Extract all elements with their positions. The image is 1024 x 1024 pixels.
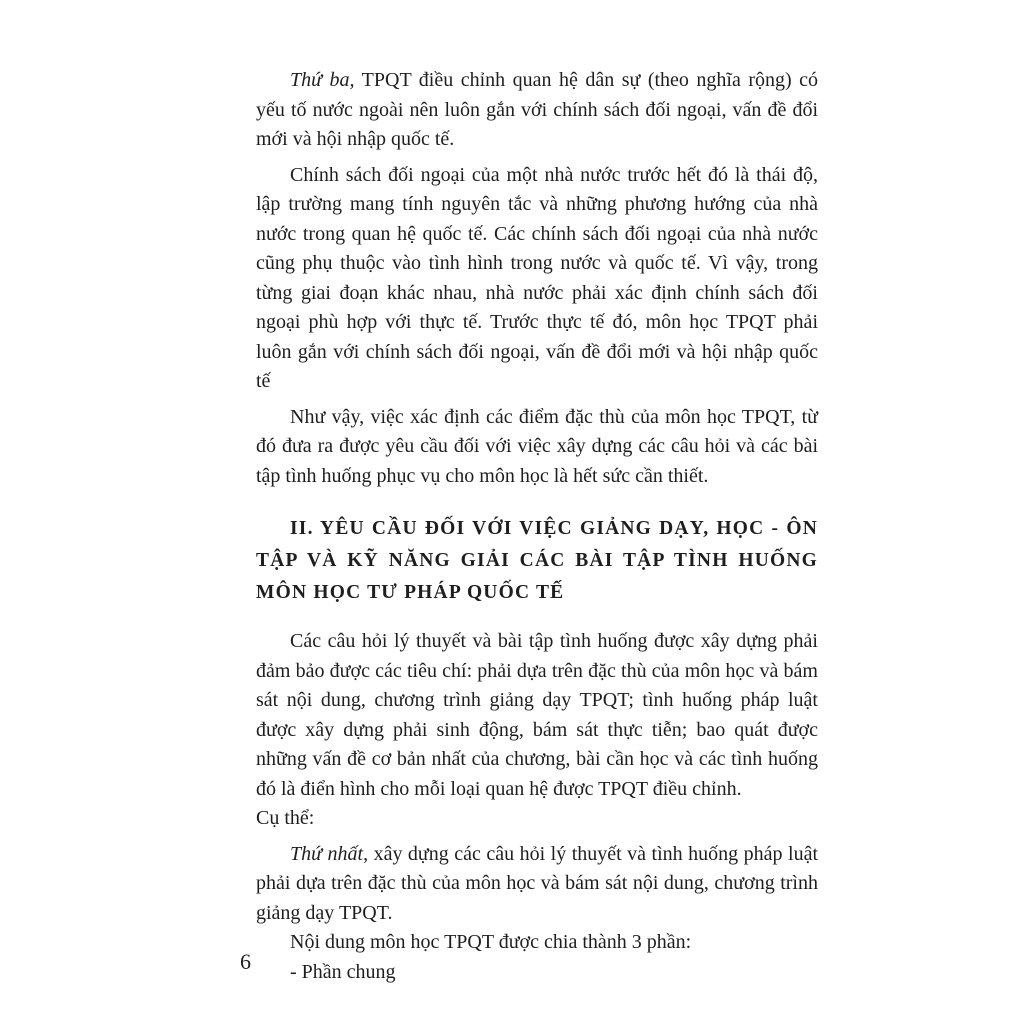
paragraph-cu-the: Cụ thể: — [256, 807, 315, 829]
body-text — [256, 66, 818, 987]
paragraph-text: TPQT điều chỉnh quan hệ dân sự (theo nghĩa rộng) có yếu tố nước ngoài nên luôn gắn với chính sách đối ngoại, vấn đề đổi mới và hội nhập quốc tế. — [256, 69, 819, 150]
paragraph-thu-ba — [256, 66, 818, 155]
list-item-phan-chung: - Phần chung — [290, 960, 396, 983]
paragraph-chinh-sach: Chính sách đối ngoại của một nhà nước trước hết đó là thái độ, lập trường mang tính nguyên tắc và những phương hướng của nhà nước trong quan hệ quốc tế. Các chính sách đối ngoại của nhà nước cũng phụ thuộc vào tình hình trong nước và quốc tế. Vì vậy, trong từng giai đoạn khác nhau, nhà nước phải xác định chính sách đối ngoại phù hợp với thực tế. Trước thực tế đó, môn học TPQT phải luôn gắn với chính sách đối ngoại, vấn đề đổi mới và hội nhập quốc tế — [256, 163, 818, 392]
paragraph-thu-nhat — [256, 840, 818, 929]
section-heading: II. YÊU CẦU ĐỐI VỚI VIỆC GIẢNG DẠY, HỌC - ÔN TẬP VÀ KỸ NĂNG GIẢI CÁC BÀI TẬP TÌNH HUỐNG MÔN HỌC TƯ PHÁP QUỐC TẾ — [256, 518, 818, 603]
paragraph-text: Các câu hỏi lý thuyết và bài tập tình huống được xây dựng phải đảm bảo được các tiêu chí: phải dựa trên đặc thù của môn học và bám sát nội dung, chương trình giảng dạy TPQT; tình huống pháp luật được xây dựng phải sinh động, bám sát thực tiễn; bao quát được những vấn đề cơ bản nhất của chương, bài cần học và các tình huống đó là điển hình cho mỗi loại quan hệ được TPQT điều chỉnh. — [256, 630, 818, 800]
paragraph-nhu-vay: Như vậy, việc xác định các điểm đặc thù của môn học TPQT, từ đó đưa ra được yêu cầu đối với việc xây dựng các câu hỏi và các bài tập tình huống phục vụ cho môn học là hết sức cần thiết. — [256, 405, 818, 487]
paragraph-noi-dung: Nội dung môn học TPQT được chia thành 3 phần: — [290, 931, 692, 953]
italic-lead-thu-nhat: Thứ nhất, — [290, 842, 369, 865]
paragraph-text: xây dựng các câu hỏi lý thuyết và tình huống pháp luật phải dựa trên đặc thù của môn học và bám sát nội dung, chương trình giảng dạy TPQT. — [256, 842, 818, 924]
italic-lead-thu-ba: Thứ ba, — [290, 69, 355, 91]
page-number: 6 — [240, 949, 251, 974]
paragraph-cac-cau-hoi — [256, 627, 818, 804]
